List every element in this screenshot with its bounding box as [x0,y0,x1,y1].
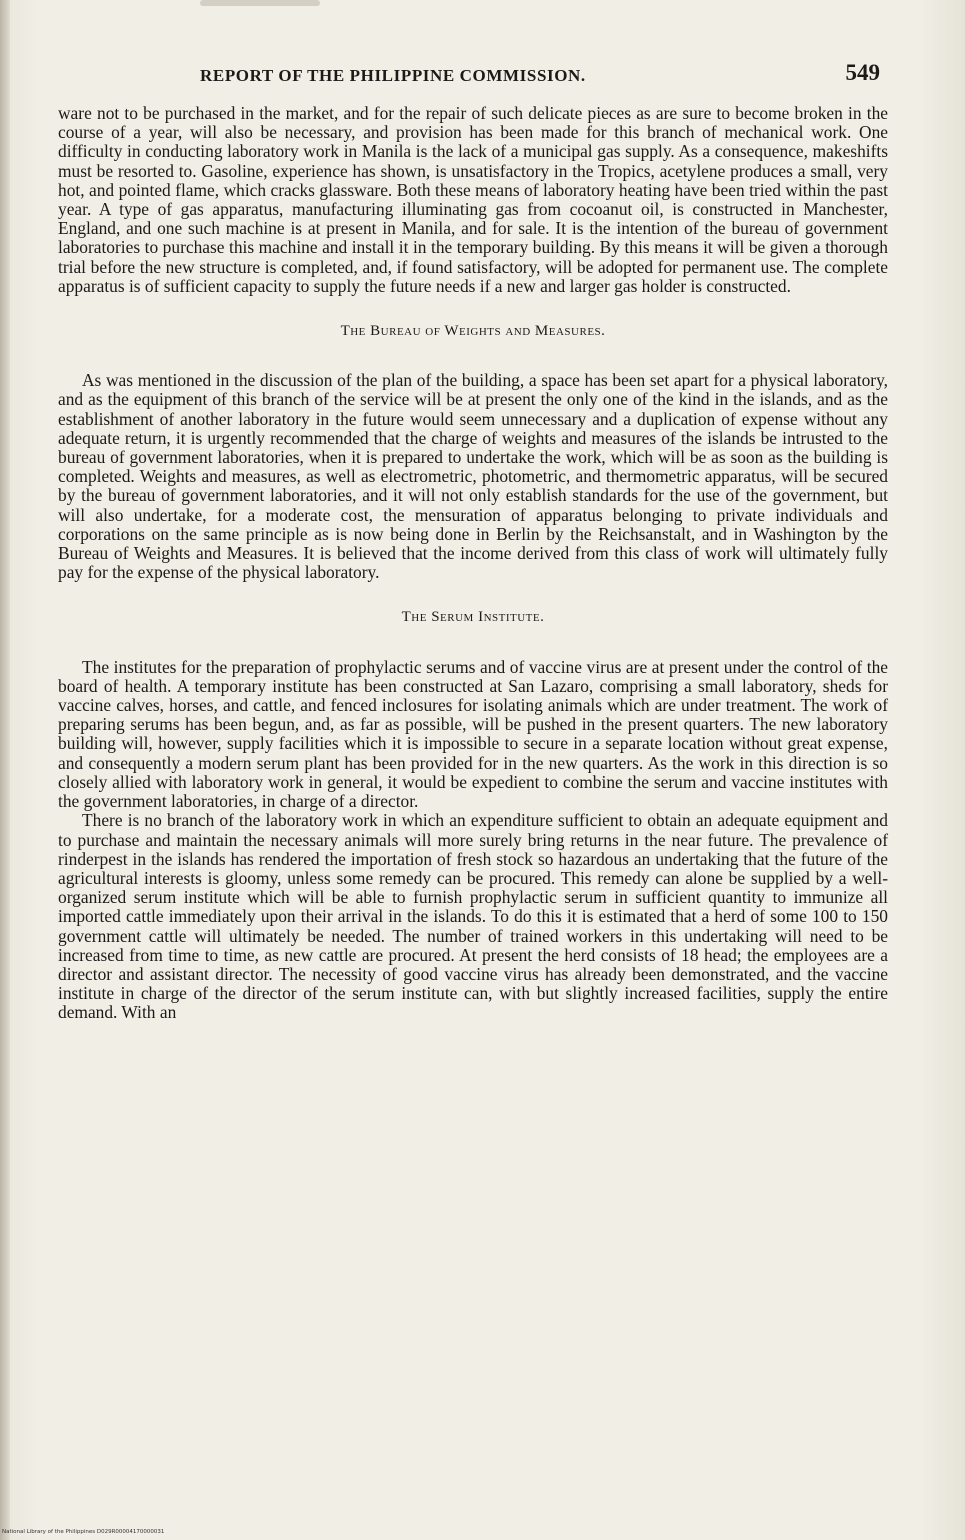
page-binding-edge [0,0,10,1540]
scan-credit: National Library of the Philippines D029R00004170000031 [2,1529,165,1535]
running-title: REPORT OF THE PHILIPPINE COMMISSION. [200,66,586,85]
scan-smudge [200,0,320,6]
section-heading-serum-institute: The Serum Institute. [401,609,545,626]
paragraph-gas-supply: ware not to be purchased in the market, and for the repair of such delicate pieces as are sure to become broken in the course of a year, will also be necessary, and provision has been made for this branch of mechanical work. One difficulty in conducting laboratory work in Manila is the lack of a municipal gas supply. As a consequence, makeshifts must be resorted to. Gasoline, experience has shown, is unsatisfactory in the Tropics, acetylene produces a small, very hot, and pointed flame, which cracks glassware. Both these means of laboratory heating have been tried within the past year. A type of gas apparatus, manufacturing illuminating gas from cocoanut oil, is constructed in Manchester, England, and one such machine is at present in Manila, and for sale. It is the intention of the bureau of government laboratories to purchase this machine and install it in the temporary building. By this means it will be given a thorough trial before the new structure is completed, and, if found satisfactory, will be adopted for permanent use. The complete apparatus is of sufficient capacity to supply the future needs if a new and larger gas holder is constructed. [58,103,888,296]
section-heading-weights-measures: The Bureau of Weights and Measures. [340,323,606,340]
paragraph-serum-institutes: The institutes for the preparation of prophylactic serums and of vaccine virus are at present under the control of the board of health. A temporary institute has been constructed at San Lazaro, comprising a small laboratory, sheds for vaccine calves, horses, and cattle, and fenced inclosures for isolating animals which are under treatment. The work of preparing serums has been begun, and, as far as possible, will be pushed in the present quarters. The new laboratory building will, however, supply facilities which it is impossible to secure in a separate location without great expense, and consequently a modern serum plant has been provided for in the new quarters. As the work in this direction is so closely allied with laboratory work in general, it would be expedient to combine the serum and vaccine institutes with the government laboratories, in charge of a director. [58,656,888,812]
page-number: 549 [845,60,880,85]
running-header [200,60,880,92]
paragraph-rinderpest: There is no branch of the laboratory work in which an expenditure sufficient to obtain an adequate equipment and to purchase and maintain the necessary animals will more surely bring returns in the near future. The prevalence of rinderpest in the islands has rendered the importation of fresh stock so hazardous an undertaking that the future of the agricultural interests is gloomy, unless some remedy can be procured. This remedy can alone be supplied by a well-organized serum institute which will be able to furnish prophylactic serum in sufficient quantity to immunize all imported cattle immediately upon their arrival in the islands. To do this it is estimated that a herd of some 100 to 150 government cattle will ultimately be needed. The number of trained workers in this undertaking will need to be increased from time to time, as new cattle are procured. At present the herd consists of 18 head; the employees are a director and assistant director. The necessity of good vaccine virus has already been demonstrated, and the vaccine institute in charge of the director of the serum institute can, with but slightly increased facilities, supply the entire demand. With an [58,810,888,1023]
page-body [58,104,888,1023]
paragraph-weights-measures: As was mentioned in the discussion of the plan of the building, a space has been set apart for a physical laboratory, and as the equipment of this branch of the service will be at present the only one of the kind in the islands, and as the establishment of another laboratory in the future would seem unnecessary and a duplication of expense without any adequate return, it is urgently recommended that the charge of weights and measures of the islands be intrusted to the bureau of government laboratories, when it is prepared to undertake the work, which will be as soon as the building is completed. Weights and measures, as well as electrometric, photometric, and thermometric apparatus, will be secured by the bureau of government laboratories, and it will not only establish standards for the use of the government, but will also undertake, for a moderate cost, the mensuration of apparatus belonging to private individuals and corporations on the same principle as is now being done in Berlin by the Reichsanstalt, and in Washington by the Bureau of Weights and Measures. It is believed that the income derived from this class of work will ultimately fully pay for the expense of the physical laboratory. [58,370,888,583]
